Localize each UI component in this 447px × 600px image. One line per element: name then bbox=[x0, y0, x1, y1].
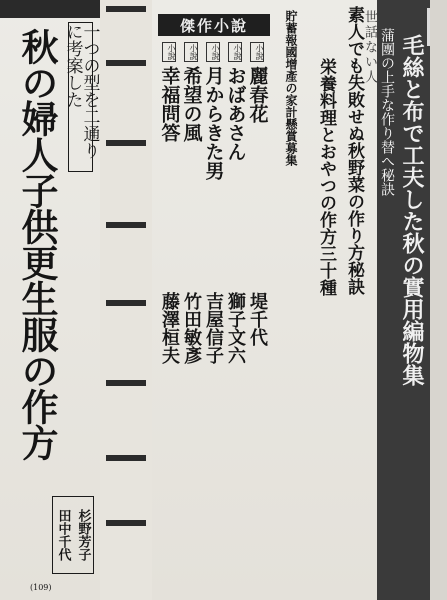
novel-tag: 小說 bbox=[184, 42, 198, 62]
top-dark-bar bbox=[0, 0, 112, 18]
middle-article bbox=[275, 0, 377, 600]
middle-article-head: 世話ない人 bbox=[362, 10, 377, 85]
novel-title: 麗春花 bbox=[246, 66, 269, 123]
novel-author: 吉屋信子 bbox=[203, 292, 224, 364]
article-subtitle: 一つの型を二通りに考案した bbox=[68, 22, 93, 172]
novel-tag: 小說 bbox=[206, 42, 220, 62]
novel-title: 月からきた男 bbox=[202, 66, 225, 180]
middle-article-subtitle: 貯蓄報國增產の家計懸賞募集 bbox=[284, 10, 298, 166]
fine-print-left bbox=[6, 40, 16, 560]
novel-entry-3 bbox=[202, 42, 224, 582]
right-margin bbox=[430, 0, 447, 600]
right-article-title: 毛絲と布で工夫した秋の實用編物集 bbox=[399, 34, 425, 386]
middle-article-title-2: 栄養料理とおやつの作方三十種 bbox=[316, 58, 336, 296]
right-article-caption: 蒲團の上手な作り替へ秘訣 bbox=[379, 28, 395, 196]
author-2: 田中千代 bbox=[55, 509, 71, 561]
narrow-listing-column bbox=[100, 0, 152, 600]
novel-entry-4 bbox=[180, 42, 202, 582]
article-main-title: 秋の婦人子供更生服の作方 bbox=[15, 28, 59, 460]
novel-author: 堤千代 bbox=[247, 292, 268, 346]
novel-tag: 小說 bbox=[228, 42, 242, 62]
middle-article-title-1: 素人でも失敗せぬ秋野菜の作り方秘訣 bbox=[344, 6, 364, 295]
article-authors bbox=[52, 496, 94, 574]
novel-author: 獅子文六 bbox=[225, 292, 246, 364]
novel-entry-5 bbox=[158, 42, 180, 582]
novel-title: 幸福問答 bbox=[158, 66, 181, 142]
novel-title: おばあさん bbox=[224, 66, 247, 161]
novel-tag: 小說 bbox=[250, 42, 264, 62]
author-1: 杉野芳子 bbox=[75, 509, 91, 561]
novel-author: 竹田敏彥 bbox=[181, 292, 202, 364]
novel-section bbox=[152, 0, 275, 600]
novel-author: 藤澤桓夫 bbox=[159, 292, 180, 364]
novel-title: 希望の風 bbox=[180, 66, 203, 142]
novel-tag: 小說 bbox=[162, 42, 176, 62]
page-number: (109) bbox=[30, 583, 52, 592]
novel-entry-1 bbox=[246, 42, 268, 582]
novel-header: 傑作小說 bbox=[158, 14, 270, 36]
novel-entry-2 bbox=[224, 42, 246, 582]
